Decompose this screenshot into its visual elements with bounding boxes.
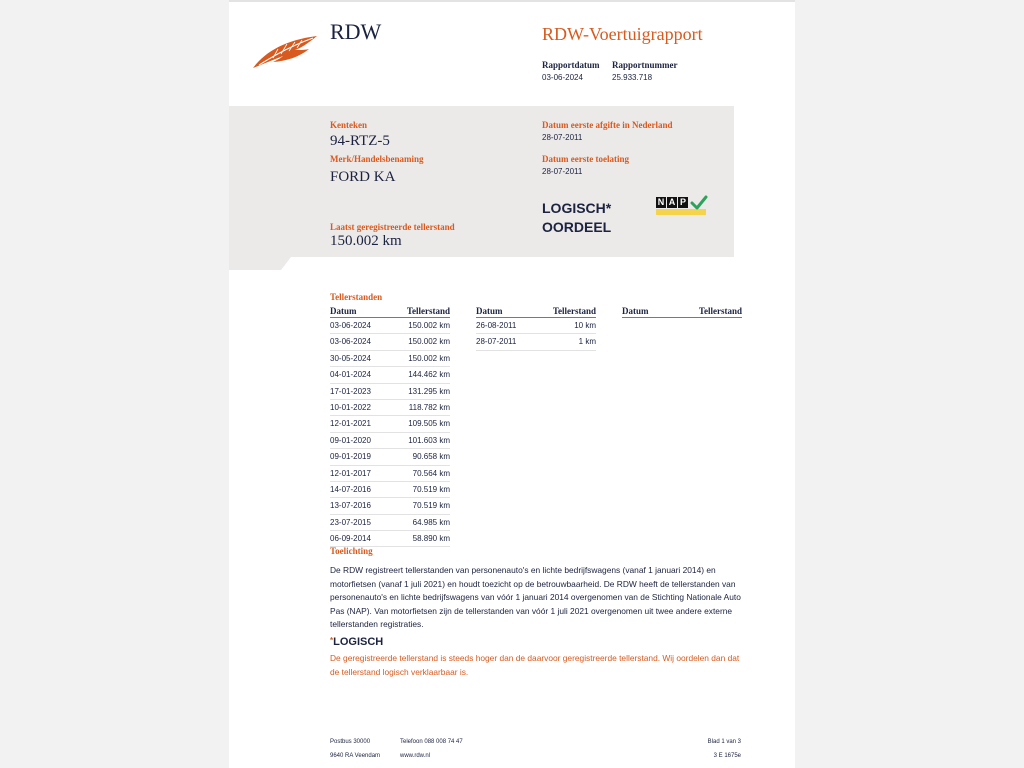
col-reading-header: Tellerstand — [552, 306, 596, 316]
reading-date: 04-01-2024 — [330, 370, 371, 380]
reading-km: 10 km — [574, 321, 596, 330]
vehicle-summary-panel — [229, 106, 734, 270]
table-row — [330, 433, 450, 449]
footer-po-box: Postbus 30000 — [330, 739, 371, 745]
nap-logo — [656, 197, 708, 217]
rdw-feather-logo-icon — [251, 30, 321, 70]
reading-date: 03-06-2024 — [330, 321, 371, 330]
readings-table-column-3 — [622, 306, 742, 318]
reading-date: 03-06-2024 — [330, 337, 371, 347]
table-row — [330, 400, 450, 416]
reading-km: 109.505 km — [408, 419, 450, 429]
readings-header — [622, 306, 742, 318]
table-row — [476, 318, 596, 334]
table-row — [330, 384, 450, 400]
readings-table-column-2 — [476, 306, 596, 351]
verdict-line-1: LOGISCH* — [542, 200, 612, 216]
reading-km: 131.295 km — [408, 386, 450, 396]
reading-km: 150.002 km — [408, 321, 450, 330]
reading-km: 1 km — [578, 337, 596, 347]
readings-header — [330, 306, 450, 318]
reading-date: 12-01-2017 — [330, 468, 371, 478]
reading-date: 28-07-2011 — [476, 337, 517, 347]
reading-km: 70.519 km — [412, 484, 450, 494]
odometer-label: Laatst geregistreerde tellerstand — [330, 222, 455, 232]
reading-date: 23-07-2015 — [330, 517, 371, 527]
table-row — [330, 318, 450, 334]
table-row — [330, 449, 450, 465]
check-icon — [690, 195, 708, 211]
report-date: 03-06-2024 — [542, 73, 583, 82]
report-page — [229, 0, 795, 768]
odometer-value: 150.002 km — [330, 233, 402, 249]
explanation-text: De RDW registreert tellerstanden van personenauto's en lichte bedrijfswagens (vanaf 1 januari 2014) en motorfietsen (vanaf 1 juli 2021) en houdt toezicht op de betrouwbaarheid. De RDW heeft de tellerstanden van personenauto's en lichte bedrijfswagens van vóór 1 januari 2014 overgenomen van de Stichting Nationale Auto Pas (NAP). Van motorfietsen zijn de tellerstanden van vóór 1 juli 2021 overgenomen uit twee andere externe tellerstanden registraties. — [330, 565, 741, 629]
nap-letter: A — [668, 197, 676, 207]
reading-date: 14-07-2016 — [330, 484, 371, 494]
readings-table-column-1 — [330, 306, 450, 547]
table-row — [330, 334, 450, 350]
verdict-line-2: OORDEEL — [542, 219, 612, 235]
reading-km: 70.564 km — [412, 468, 450, 478]
footer-web-link[interactable]: www.rdw.nl — [400, 753, 431, 759]
first-issue-nl-value: 28-07-2011 — [542, 133, 583, 142]
reading-km: 70.519 km — [412, 501, 450, 511]
make-value: FORD KA — [330, 169, 396, 185]
first-admission-value: 28-07-2011 — [542, 167, 583, 176]
table-row — [330, 515, 450, 531]
verdict-heading — [330, 636, 383, 648]
table-row — [330, 531, 450, 547]
nap-letter: N — [657, 197, 665, 207]
col-date-header: Datum — [476, 306, 503, 316]
reading-date: 17-01-2023 — [330, 386, 371, 396]
nap-letter: P — [679, 197, 686, 207]
report-number: 25.933.718 — [612, 73, 653, 82]
reading-km: 58.890 km — [412, 534, 450, 544]
reading-km: 144.462 km — [408, 370, 450, 380]
verdict-title: LOGISCH — [333, 636, 384, 648]
reading-km: 150.002 km — [408, 337, 450, 347]
reading-km: 118.782 km — [408, 402, 450, 412]
readings-title: Tellerstanden — [330, 292, 383, 302]
col-date-header: Datum — [330, 306, 357, 316]
reading-km: 90.658 km — [412, 452, 450, 462]
odometer-verdict — [542, 199, 611, 237]
report-number-label: Rapportnummer — [612, 60, 678, 70]
reading-km: 150.002 km — [408, 353, 450, 363]
reading-date: 06-09-2014 — [330, 534, 371, 544]
reading-date: 09-01-2020 — [330, 435, 371, 445]
table-row — [330, 416, 450, 432]
table-row — [330, 351, 450, 367]
brand-name: RDW — [330, 19, 382, 44]
footer-phone: Telefoon 088 008 74 47 — [400, 739, 463, 745]
first-issue-nl-label: Datum eerste afgifte in Nederland — [542, 120, 673, 130]
reading-km: 64.985 km — [412, 517, 450, 527]
table-row — [330, 482, 450, 498]
table-row — [330, 466, 450, 482]
table-row — [476, 334, 596, 350]
reading-date: 12-01-2021 — [330, 419, 371, 429]
reading-date: 09-01-2019 — [330, 452, 371, 462]
verdict-text: De geregistreerde tellerstand is steeds hoger dan de daarvoor geregistreerde tellerstand. Wij oordelen dan dat de tellerstand logisch verklaarbaar is. — [330, 653, 740, 677]
reading-date: 13-07-2016 — [330, 501, 371, 511]
footer-city: 9640 RA Veendam — [330, 753, 381, 759]
footer-code: 3 E 1675e — [713, 753, 741, 759]
col-reading-header: Tellerstand — [406, 306, 450, 316]
verdict-star: * — [330, 636, 334, 645]
reading-date: 10-01-2022 — [330, 402, 371, 412]
readings-header — [476, 306, 596, 318]
report-date-label: Rapportdatum — [542, 60, 600, 70]
plate-value: 94-RTZ-5 — [330, 133, 390, 149]
reading-km: 101.603 km — [408, 435, 450, 445]
first-admission-label: Datum eerste toelating — [542, 154, 629, 164]
table-row — [330, 498, 450, 514]
col-reading-header: Tellerstand — [698, 306, 742, 316]
reading-date: 30-05-2024 — [330, 353, 371, 363]
top-rule — [229, 0, 795, 2]
report-title: RDW-Voertuigrapport — [542, 24, 703, 44]
footer-page-number: Blad 1 van 3 — [707, 739, 741, 745]
col-date-header: Datum — [622, 306, 649, 316]
explanation-title: Toelichting — [330, 546, 373, 556]
make-label: Merk/Handelsbenaming — [330, 154, 424, 164]
table-row — [330, 367, 450, 383]
plate-label: Kenteken — [330, 120, 367, 130]
reading-date: 26-08-2011 — [476, 321, 517, 330]
